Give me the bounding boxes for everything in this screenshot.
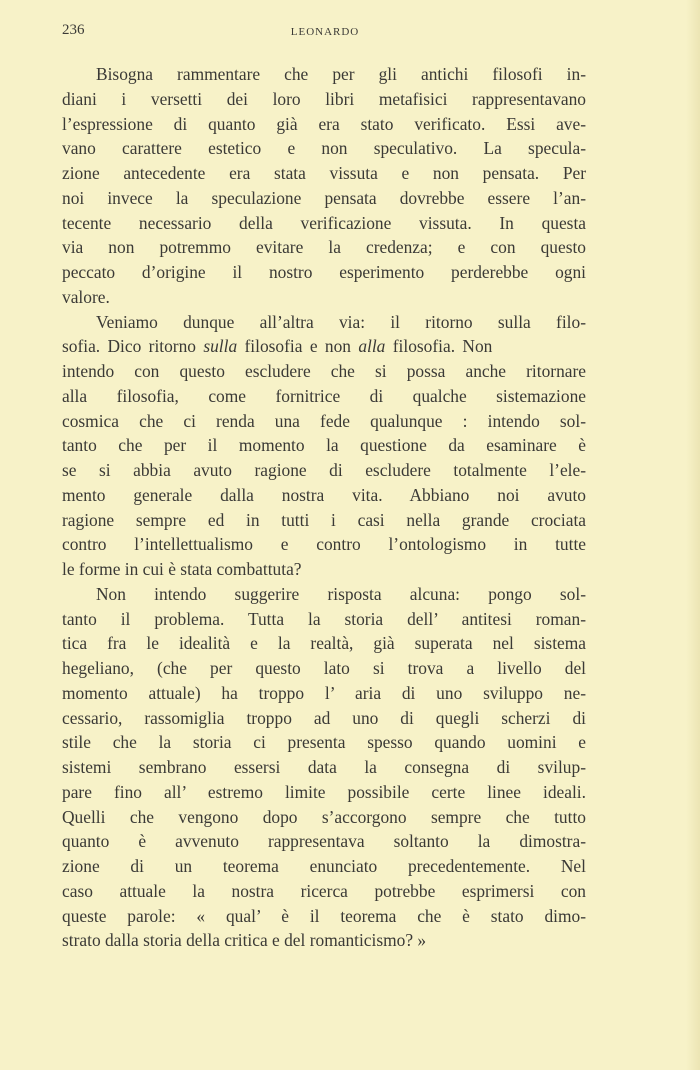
text-line [62,334,586,359]
text-line: tanto il problema. Tutta la storia dell’ antitesi roman- [62,608,586,629]
italic-text: alla [358,336,386,357]
text-line: tecente necessario della verificazione vissuta. In questa [62,212,586,233]
text-line: quanto è avvenuto rappresentava soltanto la dimostra- [62,831,586,852]
text-line: Bisogna rammentare che per gli antichi filosofi in- [96,64,586,84]
text-line: vano carattere estetico e non speculativo. La specula- [62,138,586,159]
text-line: zione antecedente era stata vissuta e non pensata. Per [62,163,586,183]
text-line: ragione sempre ed in tutti i casi nella grande crociata [62,509,586,530]
page-edge-shadow [686,0,700,1070]
text-line: intendo con questo escludere che si possa anche ritornare [62,361,586,381]
text-line: tanto che per il momento la questione da esaminare è [62,435,586,456]
text-line: zione di un teorema enunciato precedentemente. Nel [62,856,586,876]
text-line: stile che la storia ci presenta spesso quando uomini e [62,732,586,753]
text-line: mento generale dalla nostra vita. Abbiano noi avuto [62,484,586,505]
text-line: l’espressione di quanto già era stato verificato. Essi ave- [62,113,586,134]
text-line: pare fino all’ estremo limite possibile certe linee ideali. [62,781,586,802]
text-line: cessario, rassomiglia troppo ad uno di quegli scherzi di [62,707,586,728]
text-line: cosmica che ci renda una fede qualunque : intendo sol- [62,410,586,431]
text-line: sistemi sembrano essersi data la consegna di svilup- [62,757,586,777]
text-segment: filosofia e non [237,336,359,357]
text-line: alla filosofia, come fornitrice di qualche sistemazione [62,385,586,406]
text-line: noi invece la speculazione pensata dovrebbe essere l’an- [62,187,586,208]
text-line: hegeliano, (che per questo lato si trova a livello del [62,658,586,678]
text-line: via non potremmo evitare la credenza; e con questo [62,237,586,258]
text-line: valore. [62,286,110,307]
text-segment: filosofia. Non [385,336,493,357]
text-line: Veniamo dunque all’altra via: il ritorno sulla filo- [96,311,586,332]
text-line: queste parole: « qual’ è il teorema che è stato dimo- [62,905,586,926]
text-line: contro l’intellettualismo e contro l’ontologismo in tutte [62,534,586,555]
running-title: LEONARDO [290,26,360,38]
text-line: tica fra le idealità e la realtà, già superata nel sistema [62,633,586,654]
italic-text: sulla [203,336,238,357]
text-line: Quelli che vengono dopo s’accorgono sempre che tutto [62,806,586,827]
text-line: se si abbia avuto ragione di escludere totalmente l’ele- [62,460,586,480]
text-line: momento attuale) ha troppo l’ aria di uno sviluppo ne- [62,682,586,703]
page-number: 236 [62,22,85,38]
text-segment: sofia. Dico ritorno [62,336,204,357]
text-line: diani i versetti dei loro libri metafisici rappresentavano [62,88,586,109]
text-line: peccato d’origine il nostro esperimento perderebbe ogni [62,262,586,282]
text-line: strato dalla storia della critica e del romanticismo? » [62,930,427,951]
text-line: le forme in cui è stata combattuta? [62,559,302,579]
text-line: Non intendo suggerire risposta alcuna: pongo sol- [96,583,586,604]
text-line: caso attuale la nostra ricerca potrebbe esprimersi con [62,880,586,901]
